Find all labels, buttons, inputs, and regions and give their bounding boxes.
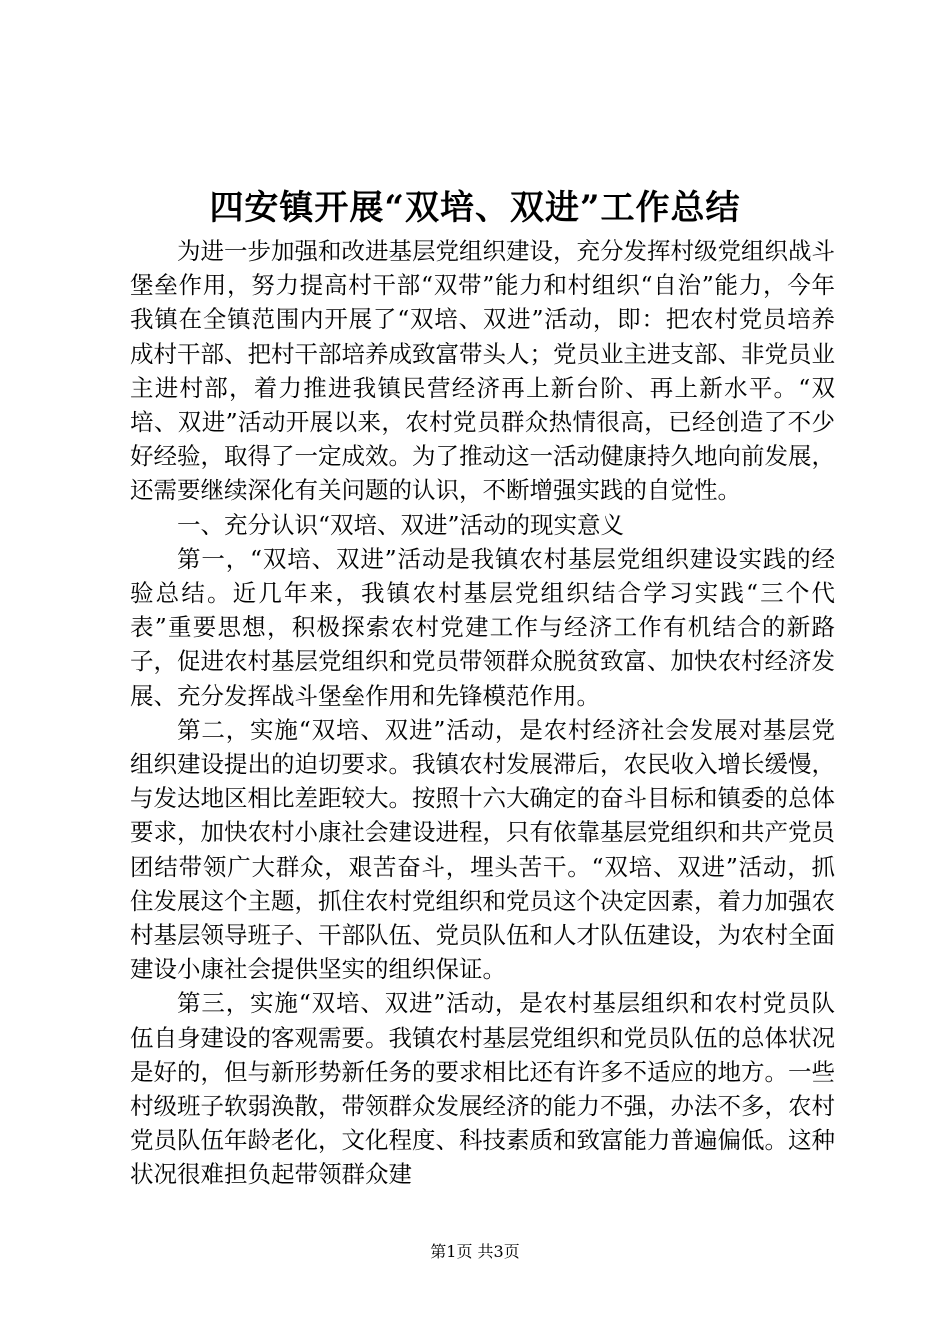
document-title: 四安镇开展“双培、双进”工作总结 [209,188,741,228]
document-body [130,234,835,1192]
intro-paragraph: 为进一步加强和改进基层党组织建设，充分发挥村级党组织战斗堡垒作用，努力提高村干部“双带”能力和村组织“自治”能力，今年我镇在全镇范围内开展了“双培、双进”活动，即：把农村党员培养成村干部、把村干部培养成致富带头人；党员业主进支部、非党员业主进村部，着力推进我镇民营经济再上新台阶、再上新水平。“双培、双进”活动开展以来，农村党员群众热情很高，已经创造了不少好经验，取得了一定成效。为了推动这一活动健康持久地向前发展，还需要继续深化有关问题的认识，不断增强实践的自觉性。 [130,237,835,505]
page-footer: 第1页 共3页 [430,1242,520,1261]
section-heading: 一、充分认识“双培、双进”活动的现实意义 [177,510,625,539]
body-paragraph-first: 第一，“双培、双进”活动是我镇农村基层党组织建设实践的经验总结。近几年来，我镇农村基层党组织结合学习实践“三个代表”重要思想，积极探索农村党建工作与经济工作有机结合的新路子，促进农村基层党组织和党员带领群众脱贫致富、加快农村经济发展、充分发挥战斗堡垒作用和先锋模范作用。 [130,544,835,710]
body-paragraph-second: 第二，实施“双培、双进”活动，是农村经济社会发展对基层党组织建设提出的迫切要求。我镇农村发展滞后，农民收入增长缓慢，与发达地区相比差距较大。按照十六大确定的奋斗目标和镇委的总体要求，加快农村小康社会建设进程，只有依靠基层党组织和共产党员团结带领广大群众，艰苦奋斗，埋头苦干。“双培、双进”活动，抓住发展这个主题，抓住农村党组织和党员这个决定因素，着力加强农村基层领导班子、干部队伍、党员队伍和人才队伍建设，为农村全面建设小康社会提供坚实的组织保证。 [130,715,835,984]
body-paragraph-third: 第三，实施“双培、双进”活动，是农村基层组织和农村党员队伍自身建设的客观需要。我镇农村基层党组织和党员队伍的总体状况是好的，但与新形势新任务的要求相比还有许多不适应的地方。一些村级班子软弱涣散，带领群众发展经济的能力不强，办法不多，农村党员队伍年龄老化，文化程度、科技素质和致富能力普遍偏低。这种状况很难担负起带领群众建 [130,989,835,1189]
